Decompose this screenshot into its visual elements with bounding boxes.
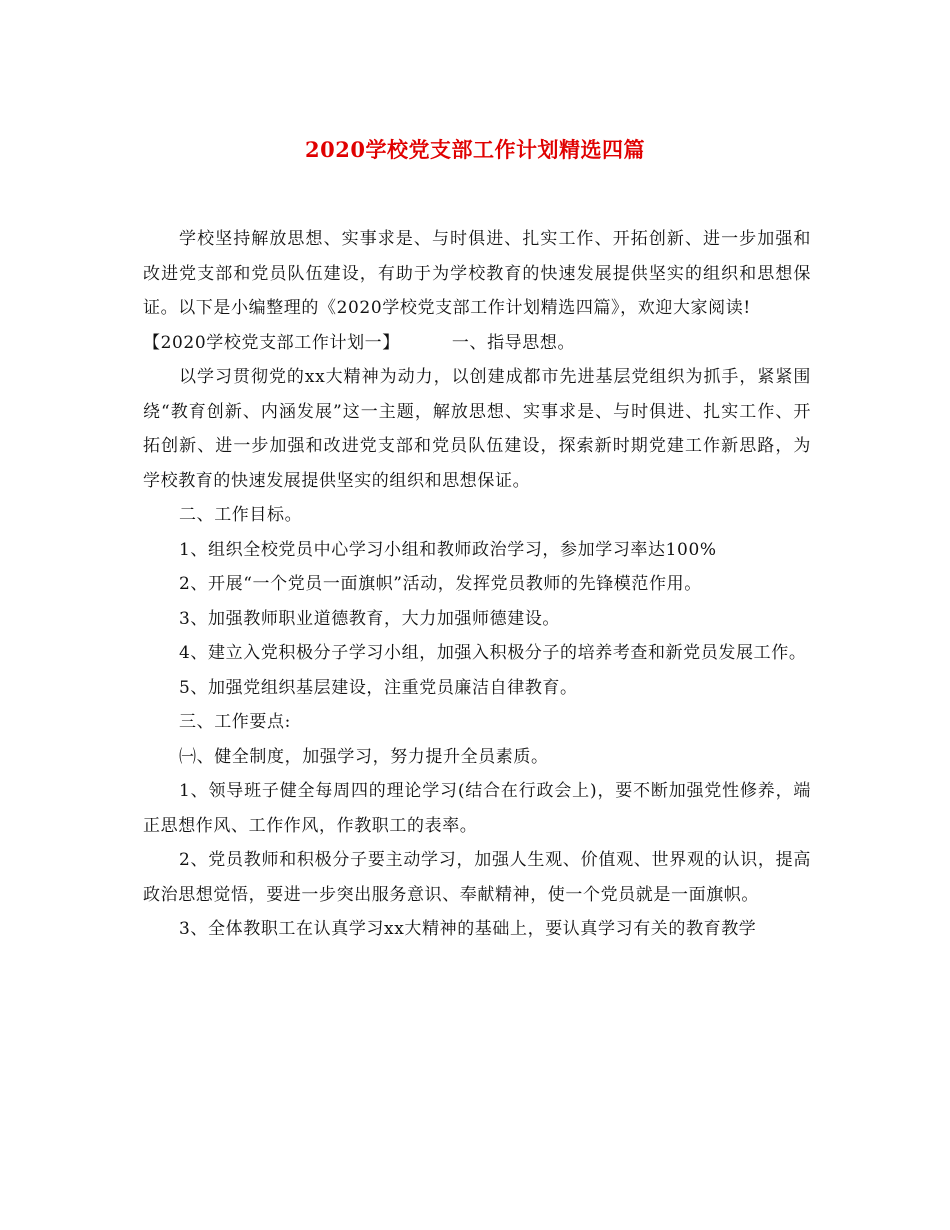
heading-work-points: 三、工作要点:	[179, 712, 291, 732]
point-item: 1、领导班子健全每周四的理论学习(结合在行政会上)，要不断加强党性修养，端正思想作风、工作作风，作教职工的表率。	[143, 781, 811, 836]
paragraph-guiding-thought: 以学习贯彻党的xx大精神为动力，以创建成都市先进基层党组织为抓手，紧紧围绕“教育创新、内涵发展”这一主题，解放思想、实事求是、与时俱进、扎实工作、开拓创新、进一步加强和改进党支部和党员队伍建设，探索新时期党建工作新思路，为学校教育的快速发展提供坚实的组织和思想保证。	[143, 367, 811, 491]
point-item: 3、全体教职工在认真学习xx大精神的基础上，要认真学习有关的教育教学	[179, 919, 757, 939]
goal-item: 1、组织全校党员中心学习小组和教师政治学习，参加学习率达100%	[179, 539, 717, 560]
section-head: 【2020学校党支部工作计划一】	[143, 332, 400, 353]
subheading-system-study: ㈠、健全制度，加强学习，努力提升全员素质。	[179, 746, 549, 767]
document-title: 2020学校党支部工作计划精选四篇	[305, 137, 645, 162]
document-body	[143, 222, 811, 947]
goal-item: 5、加强党组织基层建设，注重党员廉洁自律教育。	[179, 677, 578, 698]
goal-item: 4、建立入党积极分子学习小组，加强入积极分子的培养考查和新党员发展工作。	[179, 643, 807, 663]
intro-paragraph: 学校坚持解放思想、实事求是、与时俱进、扎实工作、开拓创新、进一步加强和改进党支部和党员队伍建设，有助于为学校教育的快速发展提供坚实的组织和思想保证。以下是小编整理的《2020学校党支部工作计划精选四篇》，欢迎大家阅读!	[143, 229, 811, 318]
goal-item: 2、开展“一个党员一面旗帜”活动，发挥党员教师的先锋模范作用。	[179, 574, 702, 594]
first-heading: 一、指导思想。	[451, 332, 576, 353]
point-item: 2、党员教师和积极分子要主动学习，加强人生观、价值观、世界观的认识，提高政治思想觉悟，要进一步突出服务意识、奉献精神，使一个党员就是一面旗帜。	[143, 850, 811, 905]
goal-item: 3、加强教师职业道德教育，大力加强师德建设。	[179, 608, 561, 629]
heading-work-goals: 二、工作目标。	[179, 505, 303, 525]
section-head-line	[143, 326, 811, 361]
